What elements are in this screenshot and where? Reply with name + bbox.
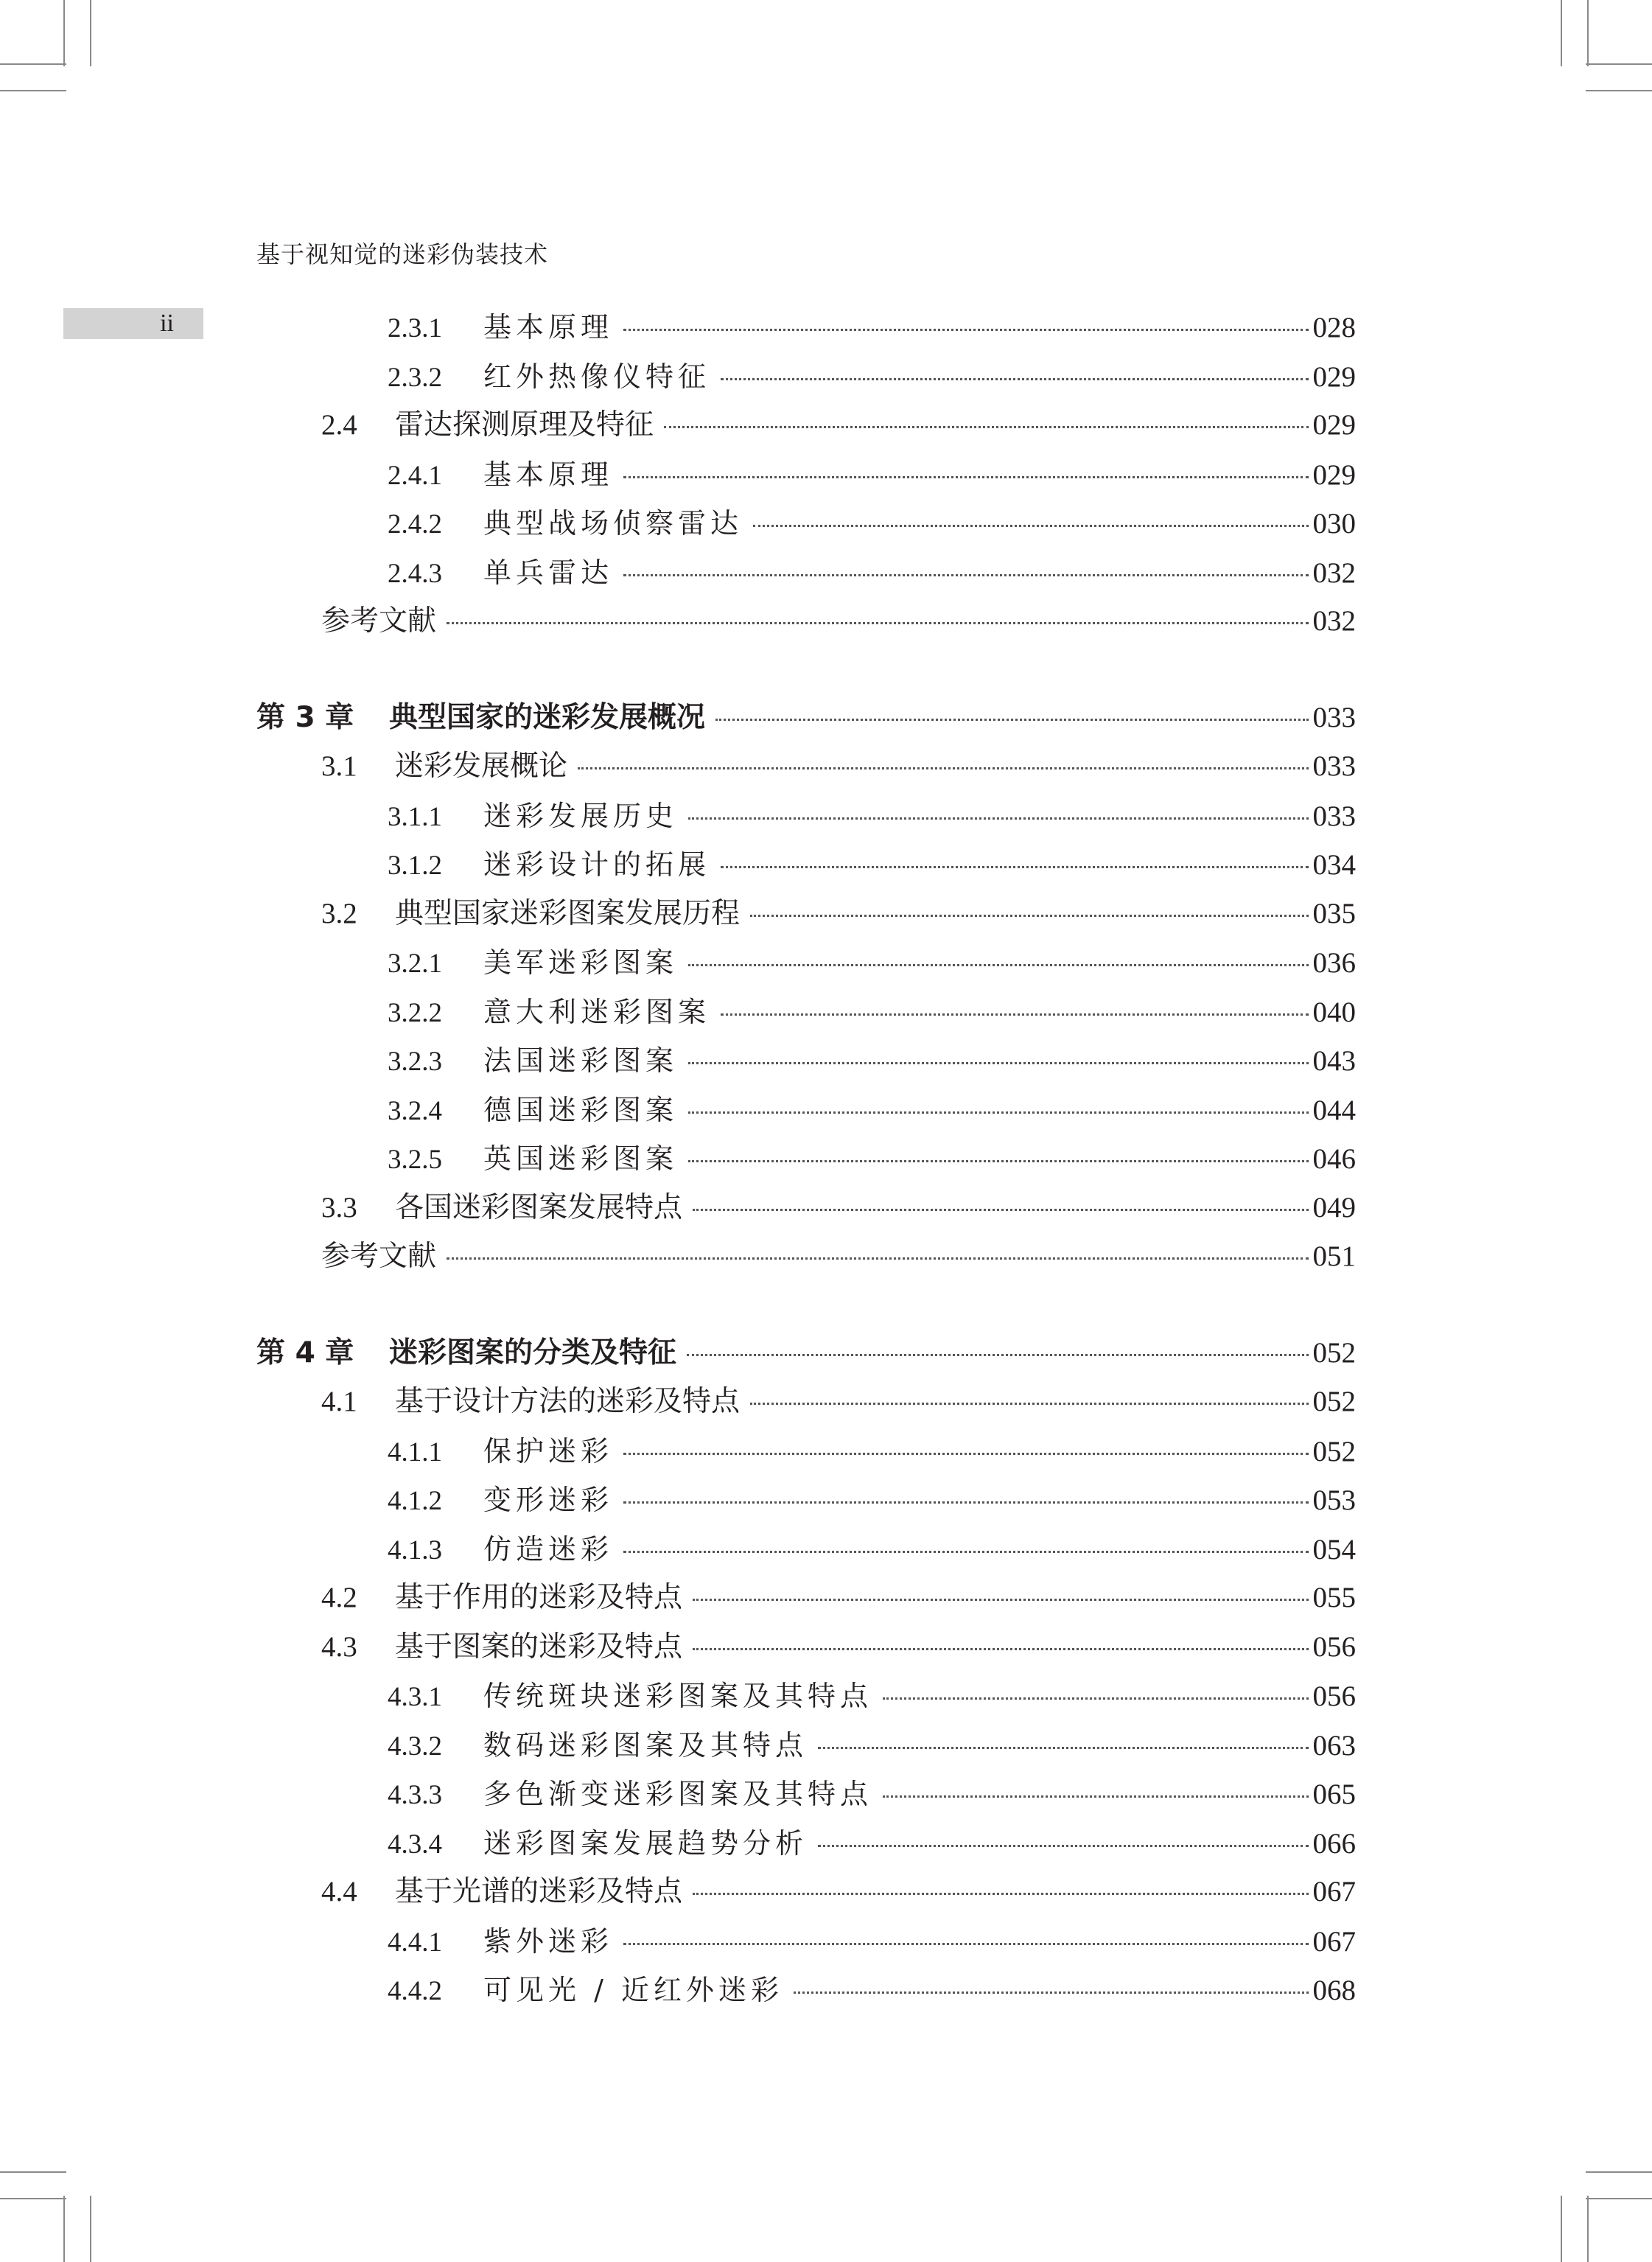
toc-entry-title: 英国迷彩图案 bbox=[483, 1142, 679, 1175]
toc-entry-page: 063 bbox=[1312, 1730, 1356, 1762]
toc-entry-title: 保护迷彩 bbox=[483, 1435, 614, 1467]
crop-mark bbox=[1587, 2196, 1589, 2262]
crop-mark bbox=[0, 90, 66, 91]
toc-entry-number: 3.1 bbox=[321, 750, 357, 782]
crop-mark bbox=[0, 63, 66, 65]
toc-entry[interactable] bbox=[388, 307, 1356, 348]
toc-entry[interactable] bbox=[388, 552, 1356, 593]
toc-entry-number: 3.2.4 bbox=[388, 1096, 442, 1126]
toc-entry-number: 4.3.1 bbox=[388, 1682, 442, 1712]
toc-entry-page: 033 bbox=[1312, 702, 1356, 733]
dot-leader bbox=[693, 1599, 1308, 1601]
toc-entry-title: 美军迷彩图案 bbox=[483, 946, 679, 979]
crop-mark bbox=[1586, 63, 1652, 65]
toc-entry-page: 053 bbox=[1312, 1484, 1356, 1516]
toc-entry-number: 4.1 bbox=[321, 1386, 357, 1417]
toc-entry-number: 4.3.3 bbox=[388, 1780, 442, 1810]
toc-entry-page: 033 bbox=[1312, 750, 1356, 782]
toc-entry-page: 067 bbox=[1312, 1926, 1356, 1958]
toc-entry[interactable] bbox=[388, 1823, 1356, 1864]
toc-entry-page: 032 bbox=[1312, 605, 1356, 637]
page-number: ii bbox=[160, 310, 174, 337]
dot-leader bbox=[721, 1013, 1308, 1016]
toc-entry[interactable] bbox=[388, 454, 1356, 495]
toc-entry-page: 034 bbox=[1312, 849, 1356, 881]
running-head: 基于视知觉的迷彩伪装技术 bbox=[256, 240, 549, 268]
dot-leader bbox=[688, 1160, 1308, 1162]
toc-entry-page: 054 bbox=[1312, 1534, 1356, 1565]
crop-mark bbox=[1586, 2198, 1652, 2199]
toc-entry-title: 迷彩图案的分类及特征 bbox=[389, 1336, 677, 1369]
dot-leader bbox=[447, 622, 1308, 624]
dot-leader bbox=[693, 1648, 1308, 1650]
toc-entry-page: 046 bbox=[1312, 1143, 1356, 1175]
toc-entry-title: 德国迷彩图案 bbox=[483, 1094, 679, 1126]
toc-entry-number: 3.2.2 bbox=[388, 998, 442, 1028]
folio-bar bbox=[63, 308, 203, 339]
toc-entry[interactable] bbox=[321, 746, 1356, 787]
toc-entry[interactable] bbox=[321, 1187, 1356, 1229]
toc-entry-page: 068 bbox=[1312, 1975, 1356, 2006]
dot-leader bbox=[753, 525, 1308, 527]
toc-entry-page: 028 bbox=[1312, 312, 1356, 343]
dot-leader bbox=[693, 1893, 1308, 1895]
toc-entry-number: 3.1.1 bbox=[388, 802, 442, 832]
toc-entry[interactable] bbox=[388, 1479, 1356, 1521]
toc-entry[interactable] bbox=[388, 1773, 1356, 1815]
toc-entry-page: 066 bbox=[1312, 1828, 1356, 1860]
toc-entry-title: 可见光 / 近红外迷彩 bbox=[483, 1974, 783, 2006]
toc-entry-title: 红外热像仪特征 bbox=[483, 360, 711, 393]
toc-entry-title: 参考文献 bbox=[321, 1240, 437, 1273]
toc-entry[interactable] bbox=[388, 1040, 1356, 1081]
toc-entry-title: 传统斑块迷彩图案及其特点 bbox=[483, 1680, 873, 1712]
toc-entry-title: 法国迷彩图案 bbox=[483, 1044, 679, 1077]
toc-entry-page: 030 bbox=[1312, 508, 1356, 540]
toc-entry-number: 2.4.1 bbox=[388, 461, 442, 491]
toc-entry-title: 迷彩发展概论 bbox=[395, 750, 568, 783]
toc-entry[interactable] bbox=[388, 795, 1356, 837]
toc-entry[interactable] bbox=[321, 1627, 1356, 1668]
dot-leader bbox=[750, 1403, 1308, 1405]
dot-leader bbox=[623, 1943, 1308, 1945]
toc-entry-number: 4.1.3 bbox=[388, 1535, 442, 1565]
toc-entry-number: 4.4 bbox=[321, 1876, 357, 1907]
dot-leader bbox=[750, 915, 1308, 917]
toc-entry-number: 2.4.3 bbox=[388, 559, 442, 589]
dot-leader bbox=[623, 1453, 1308, 1455]
toc-entry-title: 迷彩发展历史 bbox=[483, 800, 679, 832]
crop-mark bbox=[90, 0, 91, 66]
dot-leader bbox=[688, 964, 1308, 966]
toc-entry-title: 雷达探测原理及特征 bbox=[395, 408, 654, 441]
toc-entry[interactable] bbox=[388, 1431, 1356, 1472]
toc-entry[interactable] bbox=[388, 1675, 1356, 1717]
toc-entry-number: 4.3.4 bbox=[388, 1829, 442, 1860]
dot-leader bbox=[447, 1257, 1308, 1260]
toc-entry-title: 多色渐变迷彩图案及其特点 bbox=[483, 1778, 873, 1810]
toc-entry[interactable] bbox=[388, 991, 1356, 1033]
toc-entry-page: 029 bbox=[1312, 409, 1356, 441]
toc-entry[interactable] bbox=[256, 1333, 1356, 1374]
toc-entry-page: 043 bbox=[1312, 1045, 1356, 1077]
toc-entry[interactable] bbox=[321, 405, 1356, 446]
toc-entry-title: 基于设计方法的迷彩及特点 bbox=[395, 1385, 741, 1418]
crop-mark bbox=[63, 0, 65, 66]
toc-entry-title: 紫外迷彩 bbox=[483, 1925, 614, 1958]
dot-leader bbox=[818, 1845, 1308, 1847]
dot-leader bbox=[578, 767, 1308, 769]
toc-entry-title: 参考文献 bbox=[321, 604, 437, 638]
toc-entry-number: 3.1.2 bbox=[388, 851, 442, 881]
toc-entry-number: 3.3 bbox=[321, 1192, 357, 1223]
toc-entry-title: 各国迷彩图案发展特点 bbox=[395, 1191, 683, 1224]
dot-leader bbox=[715, 719, 1308, 721]
toc-entry-page: 044 bbox=[1312, 1095, 1356, 1126]
toc-entry-page: 056 bbox=[1312, 1631, 1356, 1663]
crop-mark bbox=[1586, 90, 1652, 91]
toc-entry-page: 035 bbox=[1312, 898, 1356, 929]
crop-mark bbox=[1587, 0, 1589, 66]
toc-entry-number: 第 3 章 bbox=[256, 701, 354, 734]
crop-mark bbox=[0, 2198, 66, 2199]
toc-entry-title: 基于光谱的迷彩及特点 bbox=[395, 1875, 683, 1908]
toc-entry-page: 052 bbox=[1312, 1386, 1356, 1417]
toc-entry-number: 3.2 bbox=[321, 898, 357, 929]
toc-entry-page: 029 bbox=[1312, 459, 1356, 491]
crop-mark bbox=[1561, 0, 1562, 66]
toc-entry[interactable] bbox=[388, 1089, 1356, 1131]
toc-entry-number: 2.3.2 bbox=[388, 363, 442, 393]
toc-entry[interactable] bbox=[388, 1969, 1356, 2011]
toc-entry-title: 典型国家的迷彩发展概况 bbox=[389, 701, 706, 734]
toc-entry-number: 4.4.1 bbox=[388, 1927, 442, 1958]
toc-entry[interactable] bbox=[388, 1529, 1356, 1570]
dot-leader bbox=[818, 1747, 1308, 1749]
toc-entry[interactable] bbox=[388, 844, 1356, 885]
toc-entry-number: 4.1.2 bbox=[388, 1486, 442, 1516]
toc-entry[interactable] bbox=[321, 1381, 1356, 1423]
crop-mark bbox=[1586, 2171, 1652, 2173]
toc-entry-page: 067 bbox=[1312, 1876, 1356, 1907]
toc-entry-number: 第 4 章 bbox=[256, 1336, 354, 1369]
dot-leader bbox=[883, 1795, 1308, 1798]
toc-entry-title: 迷彩设计的拓展 bbox=[483, 848, 711, 881]
toc-entry-page: 065 bbox=[1312, 1778, 1356, 1810]
toc-entry-page: 052 bbox=[1312, 1337, 1356, 1369]
dot-leader bbox=[688, 1111, 1308, 1114]
toc-entry-number: 4.4.2 bbox=[388, 1976, 442, 2006]
toc-entry[interactable] bbox=[321, 893, 1356, 935]
toc-entry-title: 基本原理 bbox=[483, 311, 614, 343]
dot-leader bbox=[623, 329, 1308, 331]
dot-leader bbox=[794, 1992, 1309, 1994]
toc-entry[interactable] bbox=[321, 1577, 1356, 1619]
dot-leader bbox=[623, 1551, 1308, 1553]
dot-leader bbox=[688, 817, 1308, 820]
toc-entry-page: 049 bbox=[1312, 1192, 1356, 1223]
toc-entry-title: 变形迷彩 bbox=[483, 1484, 614, 1516]
dot-leader bbox=[688, 1062, 1308, 1064]
toc-entry-title: 基于图案的迷彩及特点 bbox=[395, 1630, 683, 1664]
toc-entry-title: 典型国家迷彩图案发展历程 bbox=[395, 897, 741, 930]
dot-leader bbox=[883, 1697, 1308, 1700]
toc-entry-page: 032 bbox=[1312, 557, 1356, 589]
toc-entry-title: 基本原理 bbox=[483, 458, 614, 491]
toc-entry-number: 3.2.3 bbox=[388, 1047, 442, 1077]
toc-entry[interactable] bbox=[388, 1725, 1356, 1766]
toc-entry-page: 056 bbox=[1312, 1680, 1356, 1712]
toc-entry-page: 029 bbox=[1312, 361, 1356, 393]
toc-entry[interactable] bbox=[388, 1921, 1356, 1962]
toc-entry[interactable] bbox=[388, 503, 1356, 544]
toc-entry-page: 051 bbox=[1312, 1240, 1356, 1272]
toc-entry[interactable] bbox=[388, 356, 1356, 397]
dot-leader bbox=[687, 1354, 1308, 1356]
toc-entry-title: 迷彩图案发展趋势分析 bbox=[483, 1827, 808, 1860]
toc-entry-title: 数码迷彩图案及其特点 bbox=[483, 1729, 808, 1762]
toc-entry-page: 036 bbox=[1312, 947, 1356, 979]
toc-entry-number: 4.3 bbox=[321, 1631, 357, 1663]
toc-entry-page: 055 bbox=[1312, 1582, 1356, 1613]
toc-entry[interactable] bbox=[256, 697, 1356, 739]
crop-mark bbox=[63, 2196, 65, 2262]
toc-entry-number: 2.3.1 bbox=[388, 313, 442, 343]
toc-entry[interactable] bbox=[321, 1236, 1356, 1277]
toc-entry-number: 3.2.1 bbox=[388, 949, 442, 979]
toc-entry[interactable] bbox=[321, 601, 1356, 642]
dot-leader bbox=[623, 476, 1308, 478]
toc-entry-page: 040 bbox=[1312, 996, 1356, 1028]
toc-entry[interactable] bbox=[388, 942, 1356, 983]
toc-entry-number: 4.3.2 bbox=[388, 1731, 442, 1762]
toc-entry[interactable] bbox=[388, 1138, 1356, 1179]
dot-leader bbox=[693, 1209, 1308, 1211]
toc-entry-number: 4.1.1 bbox=[388, 1437, 442, 1467]
toc-entry-number: 2.4.2 bbox=[388, 509, 442, 540]
crop-mark bbox=[1561, 2196, 1562, 2262]
toc-entry-page: 033 bbox=[1312, 800, 1356, 832]
toc-entry-number: 4.2 bbox=[321, 1582, 357, 1613]
dot-leader bbox=[664, 426, 1308, 428]
dot-leader bbox=[623, 574, 1308, 576]
crop-mark bbox=[0, 2171, 66, 2173]
toc-entry-number: 3.2.5 bbox=[388, 1145, 442, 1175]
dot-leader bbox=[721, 378, 1308, 380]
crop-mark bbox=[90, 2196, 91, 2262]
toc-entry-title: 仿造迷彩 bbox=[483, 1533, 614, 1565]
toc-entry-title: 基于作用的迷彩及特点 bbox=[395, 1581, 683, 1614]
toc-entry-title: 单兵雷达 bbox=[483, 556, 614, 589]
toc-entry-number: 2.4 bbox=[321, 409, 357, 441]
dot-leader bbox=[623, 1501, 1308, 1504]
toc-entry-page: 052 bbox=[1312, 1436, 1356, 1467]
toc-entry[interactable] bbox=[321, 1871, 1356, 1913]
toc-entry-title: 典型战场侦察雷达 bbox=[483, 507, 743, 540]
toc-entry-title: 意大利迷彩图案 bbox=[483, 996, 711, 1028]
dot-leader bbox=[721, 866, 1308, 868]
